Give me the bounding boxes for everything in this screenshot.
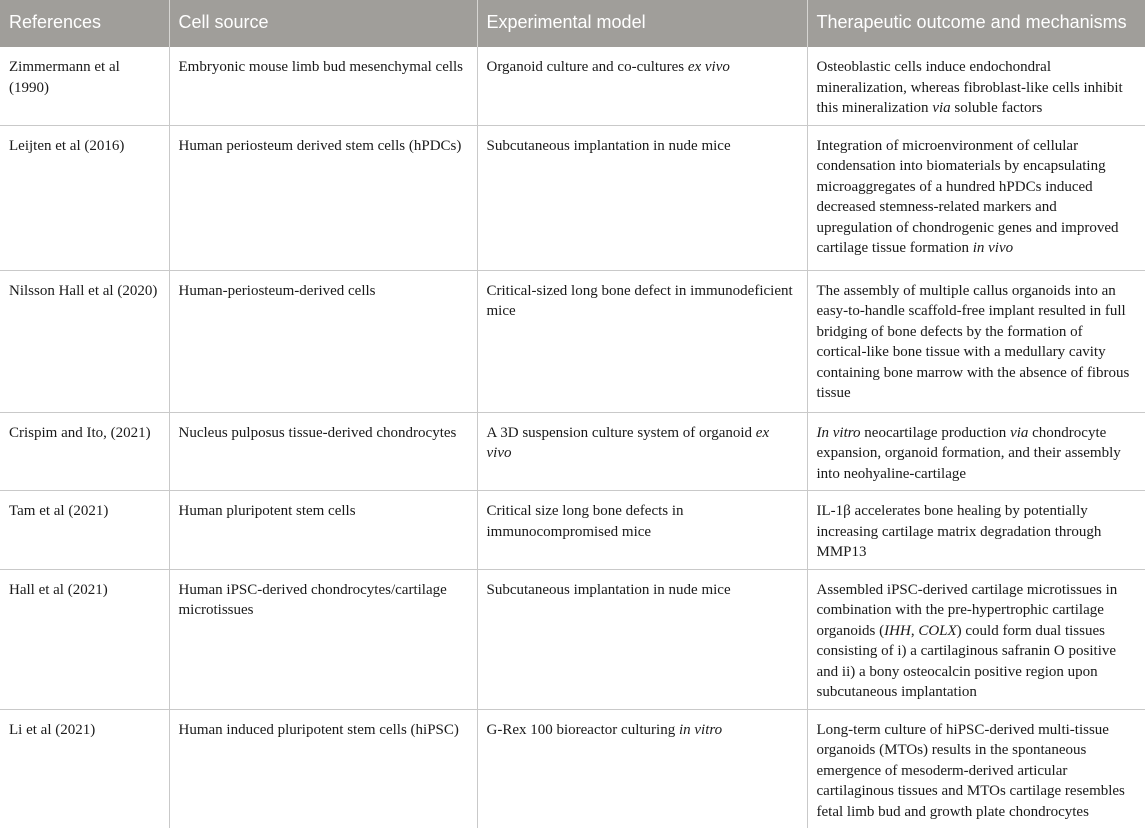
- cell-outcome: Osteoblastic cells induce endochondral mineralization, whereas fibroblast-like cells inhibit this mineralization via soluble factors: [807, 47, 1145, 125]
- table-row: [0, 491, 1145, 570]
- cell-source: Embryonic mouse limb bud mesenchymal cells: [169, 47, 477, 125]
- cell-model: G-Rex 100 bioreactor culturing in vitro: [477, 709, 807, 828]
- cell-source: Human-periosteum-derived cells: [169, 270, 477, 412]
- cell-source: Human periosteum derived stem cells (hPDCs): [169, 125, 477, 270]
- cell-reference: Nilsson Hall et al (2020): [0, 270, 169, 412]
- table-row: [0, 709, 1145, 828]
- cell-outcome: Integration of microenvironment of cellular condensation into biomaterials by encapsulating microaggregates of a hundred hPDCs induced decreased stemness-related markers and upregulation of chondrogenic genes and improved cartilage tissue formation in vivo: [807, 125, 1145, 270]
- cell-model: Subcutaneous implantation in nude mice: [477, 125, 807, 270]
- table-row: [0, 125, 1145, 270]
- cell-reference: Crispim and Ito, (2021): [0, 412, 169, 491]
- cell-model: Subcutaneous implantation in nude mice: [477, 569, 807, 709]
- cell-outcome: Assembled iPSC-derived cartilage microtissues in combination with the pre-hypertrophic cartilage organoids (IHH, COLX) could form dual tissues consisting of i) a cartilaginous safranin O positive and ii) a bony osteocalcin positive region upon subcutaneous implantation: [807, 569, 1145, 709]
- cell-outcome: In vitro neocartilage production via chondrocyte expansion, organoid formation, and their assembly into neohyaline-cartilage: [807, 412, 1145, 491]
- cell-reference: Li et al (2021): [0, 709, 169, 828]
- table-row: [0, 47, 1145, 125]
- cell-model: Organoid culture and co-cultures ex vivo: [477, 47, 807, 125]
- header-cell-source: Cell source: [169, 0, 477, 47]
- header-experimental-model: Experimental model: [477, 0, 807, 47]
- cell-model: Critical-sized long bone defect in immunodeficient mice: [477, 270, 807, 412]
- cell-outcome: IL-1β accelerates bone healing by potentially increasing cartilage matrix degradation through MMP13: [807, 491, 1145, 570]
- cell-reference: Leijten et al (2016): [0, 125, 169, 270]
- cell-source: Human iPSC-derived chondrocytes/cartilage microtissues: [169, 569, 477, 709]
- cell-source: Nucleus pulposus tissue-derived chondrocytes: [169, 412, 477, 491]
- table-row: [0, 412, 1145, 491]
- table-row: [0, 569, 1145, 709]
- cell-source: Human induced pluripotent stem cells (hiPSC): [169, 709, 477, 828]
- cell-model: Critical size long bone defects in immunocompromised mice: [477, 491, 807, 570]
- cell-model: A 3D suspension culture system of organoid ex vivo: [477, 412, 807, 491]
- cell-outcome: Long-term culture of hiPSC-derived multi-tissue organoids (MTOs) results in the spontaneous emergence of mesoderm-derived articular cartilaginous tissues and MTOs cartilage resembles fetal limb bud and growth plate chondrocytes: [816, 721, 1125, 820]
- table-body: [0, 47, 1145, 828]
- header-row: [0, 0, 1145, 47]
- table-header: [0, 0, 1145, 47]
- cell-reference: Hall et al (2021): [0, 569, 169, 709]
- header-therapeutic-outcome: Therapeutic outcome and mechanisms: [807, 0, 1145, 47]
- cell-reference: Zimmermann et al (1990): [0, 47, 169, 125]
- table-row: [0, 270, 1145, 412]
- header-references: References: [0, 0, 169, 47]
- cell-reference: Tam et al (2021): [0, 491, 169, 570]
- cell-outcome: The assembly of multiple callus organoids into an easy-to-handle scaffold-free implant resulted in full bridging of bone defects by the formation of cortical-like bone tissue with a medullary cavity containing bone marrow with the absence of fibrous tissue: [807, 270, 1145, 412]
- cell-source: Human pluripotent stem cells: [169, 491, 477, 570]
